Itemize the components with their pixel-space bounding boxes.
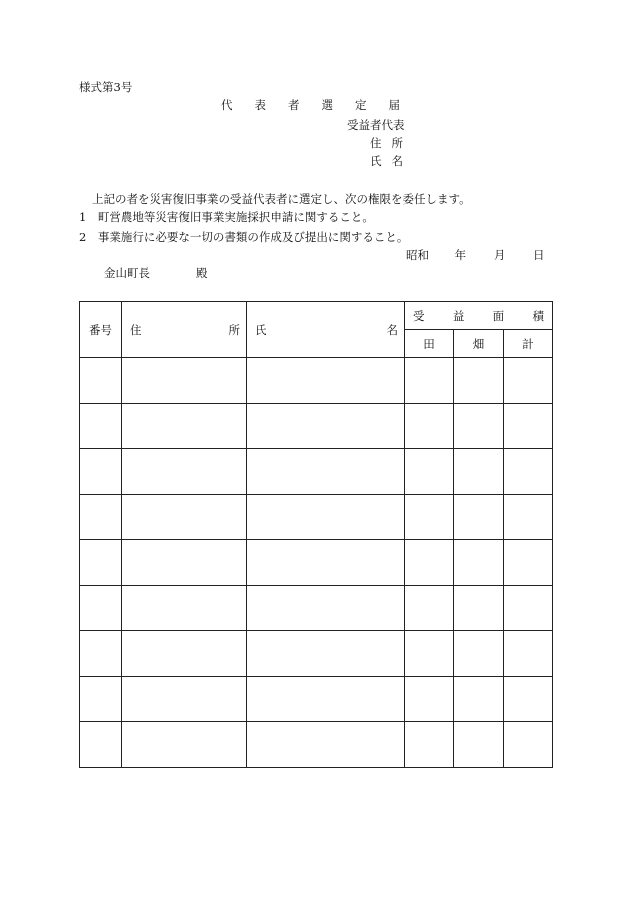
header-name-left: 氏	[255, 322, 267, 337]
table-row	[80, 494, 553, 540]
total-cell[interactable]	[504, 358, 553, 404]
number-cell[interactable]	[80, 449, 122, 495]
header-name-right: 名	[386, 322, 398, 337]
paddy-cell[interactable]	[405, 358, 454, 404]
total-cell[interactable]	[504, 631, 553, 677]
addressee-honorific: 殿	[196, 266, 208, 280]
total-cell[interactable]	[504, 494, 553, 540]
header-area-char: 受	[413, 308, 425, 323]
paddy-cell[interactable]	[405, 722, 454, 768]
table-row	[80, 358, 553, 404]
name-cell[interactable]	[247, 676, 405, 722]
date-line	[406, 250, 544, 262]
paddy-cell[interactable]	[405, 585, 454, 631]
paddy-cell[interactable]	[405, 540, 454, 586]
paddy-cell[interactable]	[405, 494, 454, 540]
header-area-char: 面	[492, 308, 505, 323]
field-cell[interactable]	[454, 540, 504, 586]
header-address	[122, 302, 247, 358]
table-row	[80, 585, 553, 631]
representative-label: 受益者代表	[347, 118, 405, 132]
paddy-cell[interactable]	[405, 676, 454, 722]
table-row	[80, 403, 553, 449]
address-label: 住所	[370, 136, 413, 150]
paddy-cell[interactable]	[405, 449, 454, 495]
total-cell[interactable]	[504, 449, 553, 495]
name-cell[interactable]	[247, 494, 405, 540]
field-cell[interactable]	[454, 676, 504, 722]
total-cell[interactable]	[504, 722, 553, 768]
header-number: 番号	[80, 302, 122, 358]
number-cell[interactable]	[80, 494, 122, 540]
representative-table	[79, 301, 553, 768]
total-cell[interactable]	[504, 403, 553, 449]
number-cell[interactable]	[80, 585, 122, 631]
name-label: 氏名	[370, 154, 413, 168]
name-cell[interactable]	[247, 631, 405, 677]
header-area-char: 益	[452, 308, 465, 323]
date-day: 日	[532, 248, 545, 262]
number-cell[interactable]	[80, 358, 122, 404]
header-benefit-area	[405, 302, 553, 330]
table-row	[80, 676, 553, 722]
address-cell[interactable]	[122, 585, 247, 631]
addressee	[104, 268, 208, 280]
table-row	[80, 722, 553, 768]
header-area-char: 積	[532, 308, 544, 323]
header-total: 計	[504, 330, 553, 358]
field-cell[interactable]	[454, 585, 504, 631]
field-cell[interactable]	[454, 358, 504, 404]
name-cell[interactable]	[247, 449, 405, 495]
field-cell[interactable]	[454, 449, 504, 495]
address-cell[interactable]	[122, 540, 247, 586]
date-month: 月	[493, 248, 506, 262]
address-cell[interactable]	[122, 494, 247, 540]
addressee-name: 金山町長	[104, 266, 150, 280]
field-cell[interactable]	[454, 403, 504, 449]
header-address-right: 所	[228, 322, 240, 337]
item-1: 1 町営農地等災害復旧事業実施採択申請に関すること。	[79, 210, 374, 224]
number-cell[interactable]	[80, 676, 122, 722]
number-cell[interactable]	[80, 403, 122, 449]
total-cell[interactable]	[504, 540, 553, 586]
table-row	[80, 540, 553, 586]
form-number: 様式第3号	[79, 80, 133, 94]
header-address-left: 住	[130, 322, 142, 337]
name-cell[interactable]	[247, 358, 405, 404]
date-year: 年	[454, 248, 467, 262]
item-2: 2 事業施行に必要な一切の書類の作成及び提出に関すること。	[79, 230, 409, 244]
header-field: 畑	[454, 330, 504, 358]
address-cell[interactable]	[122, 631, 247, 677]
address-cell[interactable]	[122, 403, 247, 449]
field-cell[interactable]	[454, 722, 504, 768]
number-cell[interactable]	[80, 631, 122, 677]
address-cell[interactable]	[122, 449, 247, 495]
name-cell[interactable]	[247, 540, 405, 586]
header-paddy: 田	[405, 330, 454, 358]
number-cell[interactable]	[80, 722, 122, 768]
header-name	[247, 302, 405, 358]
address-cell[interactable]	[122, 722, 247, 768]
address-cell[interactable]	[122, 676, 247, 722]
paddy-cell[interactable]	[405, 403, 454, 449]
field-cell[interactable]	[454, 494, 504, 540]
table-row	[80, 631, 553, 677]
name-cell[interactable]	[247, 722, 405, 768]
number-cell[interactable]	[80, 540, 122, 586]
table-row	[80, 449, 553, 495]
document-title: 代表者選定届	[221, 98, 422, 112]
field-cell[interactable]	[454, 631, 504, 677]
body-text: 上記の者を災害復旧事業の受益代表者に選定し、次の権限を委任します。	[92, 192, 471, 206]
address-cell[interactable]	[122, 358, 247, 404]
name-cell[interactable]	[247, 403, 405, 449]
total-cell[interactable]	[504, 676, 553, 722]
paddy-cell[interactable]	[405, 631, 454, 677]
total-cell[interactable]	[504, 585, 553, 631]
date-era: 昭和	[406, 248, 429, 262]
name-cell[interactable]	[247, 585, 405, 631]
